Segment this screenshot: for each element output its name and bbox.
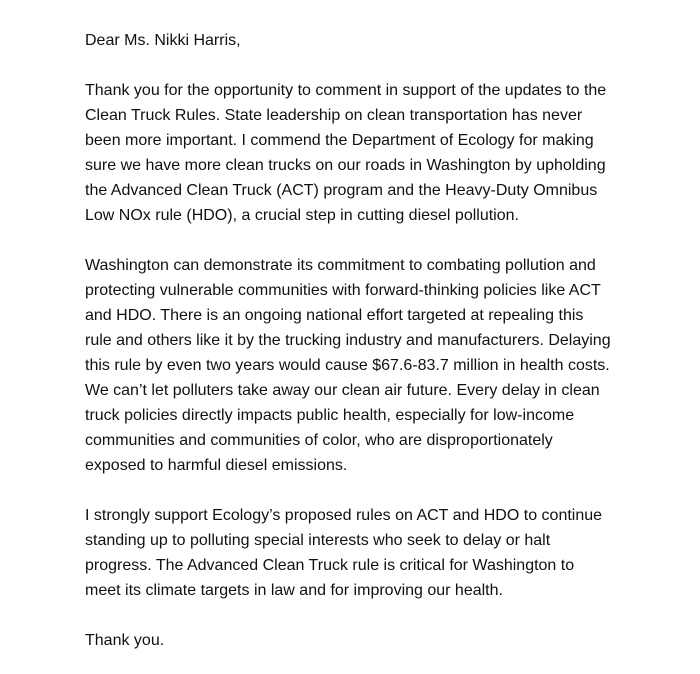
paragraph-line: progress. The Advanced Clean Truck rule is critical for Washington to xyxy=(85,557,575,574)
paragraph-line: communities and communities of color, who are disproportionately xyxy=(85,432,553,449)
paragraph-line: this rule by even two years would cause $67.6-83.7 million in health costs. xyxy=(85,357,610,374)
paragraph-line: Thank you for the opportunity to comment in support of the updates to the xyxy=(85,82,607,99)
closing: Thank you. xyxy=(85,632,165,649)
paragraph-3 xyxy=(85,503,605,603)
paragraph-line: truck policies directly impacts public health, especially for low-income xyxy=(85,407,575,424)
paragraph-line: Low NOx rule (HDO), a crucial step in cutting diesel pollution. xyxy=(85,207,519,224)
paragraph-line: Washington can demonstrate its commitment to combating pollution and xyxy=(85,257,596,274)
paragraph-line: rule and others like it by the trucking industry and manufacturers. Delaying xyxy=(85,332,611,349)
paragraph-line: Clean Truck Rules. State leadership on clean transportation has never xyxy=(85,107,583,124)
paragraph-line: sure we have more clean trucks on our roads in Washington by upholding xyxy=(85,157,606,174)
letter-body xyxy=(85,28,611,653)
paragraph-2 xyxy=(85,253,611,478)
paragraph-line: We can’t let polluters take away our clean air future. Every delay in clean xyxy=(85,382,600,399)
paragraph-line: I strongly support Ecology’s proposed rules on ACT and HDO to continue xyxy=(85,507,603,524)
paragraph-line: standing up to polluting special interests who seek to delay or halt xyxy=(85,532,551,549)
paragraph-line: exposed to harmful diesel emissions. xyxy=(85,457,348,474)
paragraph-line: been more important. I commend the Department of Ecology for making xyxy=(85,132,594,149)
salutation: Dear Ms. Nikki Harris, xyxy=(85,32,241,49)
paragraph-line: protecting vulnerable communities with forward-thinking policies like ACT xyxy=(85,282,601,299)
paragraph-line: and HDO. There is an ongoing national effort targeted at repealing this xyxy=(85,307,584,324)
paragraph-1 xyxy=(85,78,605,228)
paragraph-line: meet its climate targets in law and for improving our health. xyxy=(85,582,503,599)
paragraph-line: the Advanced Clean Truck (ACT) program and the Heavy-Duty Omnibus xyxy=(85,182,598,199)
